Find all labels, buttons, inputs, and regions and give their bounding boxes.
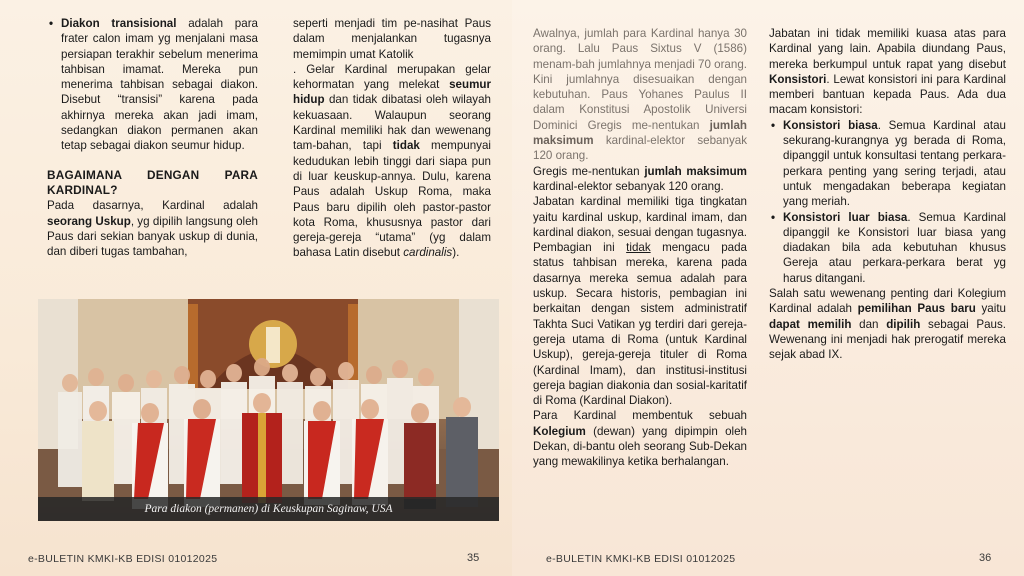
bullet-term: Diakon transisional — [61, 17, 177, 30]
text-italic: cardinalis — [403, 246, 453, 260]
deacons-group-photo — [38, 299, 499, 521]
text: mengacu pada status tahbisan mereka, karena pada dasarnya mereka semua adalah para uskup. Secara historis, pembagian ini berkaitan dengan sistem administratif Takhta Suci Vatikan yg terdiri dari gereja-gereja utama di Roma (untuk Kardinal Uskup), gereja-gereja tituler di Roma (Kardinal Imam), dan institusi-institusi gereja bagian diakonia dan sosial-karitatif di Roma (Kardinal Diakon). — [533, 241, 747, 408]
text: kardinal-elektor sebanyak 120 orang. — [533, 179, 724, 193]
right-column-1 — [533, 26, 747, 470]
text-bold: jumlah maksimum — [533, 118, 747, 148]
text: kardinal-elektor sebanyak 120 orang. — [533, 134, 747, 163]
paragraph-3 — [533, 408, 747, 469]
right-page — [512, 0, 1024, 576]
photo-illustration — [38, 299, 499, 521]
paragraph-1 — [533, 164, 747, 195]
bullet-konsistori-luar-biasa — [783, 210, 1006, 286]
bullet-diakon-transisional — [61, 16, 258, 154]
faded-paragraph — [533, 26, 747, 164]
konsistori-list — [769, 118, 1006, 286]
text-bold: Konsistori luar biasa — [783, 210, 908, 224]
paragraph-2 — [533, 194, 747, 408]
text: Pada dasarnya, Kardinal adalah — [47, 199, 258, 213]
section-heading: BAGAIMANA DENGAN PARA KARDINAL? — [47, 167, 258, 197]
text-bold: pemilihan Paus baru — [857, 302, 976, 316]
page-number-right: 36 — [979, 552, 992, 564]
text-bold: seorang Uskup — [47, 214, 131, 228]
text: . Lewat konsistori ini para Kardinal memberi bantuan kepada Paus. Ada dua macam konsistori: — [769, 72, 1006, 117]
left-column-2 — [293, 16, 491, 261]
text-bold: Konsistori biasa — [783, 118, 878, 132]
text-bold: Konsistori — [769, 72, 827, 86]
text: Jabatan kardinal memiliki tiga tingkatan yaitu kardinal uskup, kardinal imam, dan kardinal diakon, sesuai dengan tugasnya. Pembagian ini — [533, 195, 747, 255]
text: . Semua Kardinal dipanggil ke Konsistori luar biasa yang diadakan bila ada kebutuhan khusus Gereja atau perkara-perkara berat yg harus ditangani. — [783, 210, 1006, 285]
text: dan — [851, 317, 887, 331]
text: , yg dipilih langsung oleh Paus dari sekian banyak uskup di dunia, dan diberi tugas tambahan, — [47, 214, 258, 259]
text: . Semua Kardinal atau sekurang-kurangnya yg berada di Roma, dipanggil untuk konsultasi tentang perkara-perkara penting yang sering terjadi, atau untuk mengadakan beberapa kegiatan yang meriah. — [783, 118, 1006, 209]
bullet-list — [47, 16, 258, 154]
paragraph-2 — [769, 286, 1006, 362]
right-column-2 — [769, 26, 1006, 363]
text: (dewan) yang dipimpin oleh Dekan, di-bantu oleh seorang Sub-Dekan yang mewakilinya ketika berhalangan. — [533, 424, 747, 469]
paragraph-1: seperti menjadi tim pe-nasihat Paus dalam menjalankan tugasnya memimpin umat Katolik — [293, 17, 491, 61]
text: ). — [452, 246, 460, 260]
text: Salah satu wewenang penting dari Kolegium Kardinal adalah — [769, 287, 1006, 316]
text: mempunyai kedudukan lebih tinggi dari siapa pun di luar keuskup-annya. Dulu, karena Paus adalah Uskup Roma, maka Paus baru dipilih oleh pastor-pastor kota Roma, khususnya pastor dari gereja-gereja “utama” (yg dalam bahasa Latin disebut — [293, 139, 491, 260]
text-bold: Kolegium — [533, 424, 586, 438]
text: Awalnya, jumlah para Kardinal hanya 30 orang. Lalu Paus Sixtus V (1586) menam-bah jumlahnya menjadi 70 orang. Kini jumlahnya disesuaikan dengan kebutuhan. Paus Yohanes Paulus II dalam Konstitusi Apostolik Universi Dominici Gregis me-nentukan — [533, 27, 747, 132]
paragraph-kardinal — [47, 198, 258, 259]
text-bold: seumur hidup — [293, 78, 491, 107]
text: Gregis me-nentukan — [533, 164, 645, 178]
paragraph-2 — [293, 62, 491, 261]
text: yaitu — [975, 302, 1007, 316]
text-underline: tidak — [626, 241, 651, 255]
text-bold: jumlah maksimum — [644, 164, 747, 178]
page-number-left: 35 — [467, 552, 480, 564]
text-bold: tidak — [392, 139, 420, 153]
bullet-konsistori-biasa — [783, 118, 1006, 210]
text-bold: dapat memilih — [769, 317, 852, 331]
text: . Gelar Kardinal merupakan gelar kehormatan yang melekat — [293, 62, 491, 92]
text: sebagai Paus. Wewenang ini menjadi hak prerogatif mereka sejak abad IX. — [769, 317, 1006, 362]
text: Para Kardinal membentuk sebuah — [533, 409, 747, 423]
left-column-1 — [47, 16, 258, 259]
text: Jabatan ini tidak memiliki kuasa atas para Kardinal yang lain. Apabila diundang Paus, mereka berkumpul untuk rapat yang disebut — [769, 27, 1006, 71]
footer-right: e-BULETIN KMKI-KB EDISI 01012025 — [546, 553, 736, 565]
photo-caption: Para diakon (permanen) di Keuskupan Saginaw, USA — [38, 497, 499, 521]
text: dan tidak dibatasi oleh wilayah kekuasaan. Walaupun seorang Kardinal memiliki hak dan wewenang tam-bahan, tapi — [293, 93, 491, 153]
text-bold: dipilih — [886, 317, 921, 331]
paragraph-1 — [769, 26, 1006, 118]
bullet-text: adalah para frater calon imam yg menjalani masa persiapan terakhir sebelum menerima tahbisan imamat. Mereka pun menerima tahbisan sebagai diakon. Disebut “transisi” karena pada akhirnya mereka akan jadi imam, sedangkan diakon permanen akan tetap sebagai diakon seumur hidup. — [61, 17, 258, 153]
footer-left: e-BULETIN KMKI-KB EDISI 01012025 — [28, 553, 218, 565]
